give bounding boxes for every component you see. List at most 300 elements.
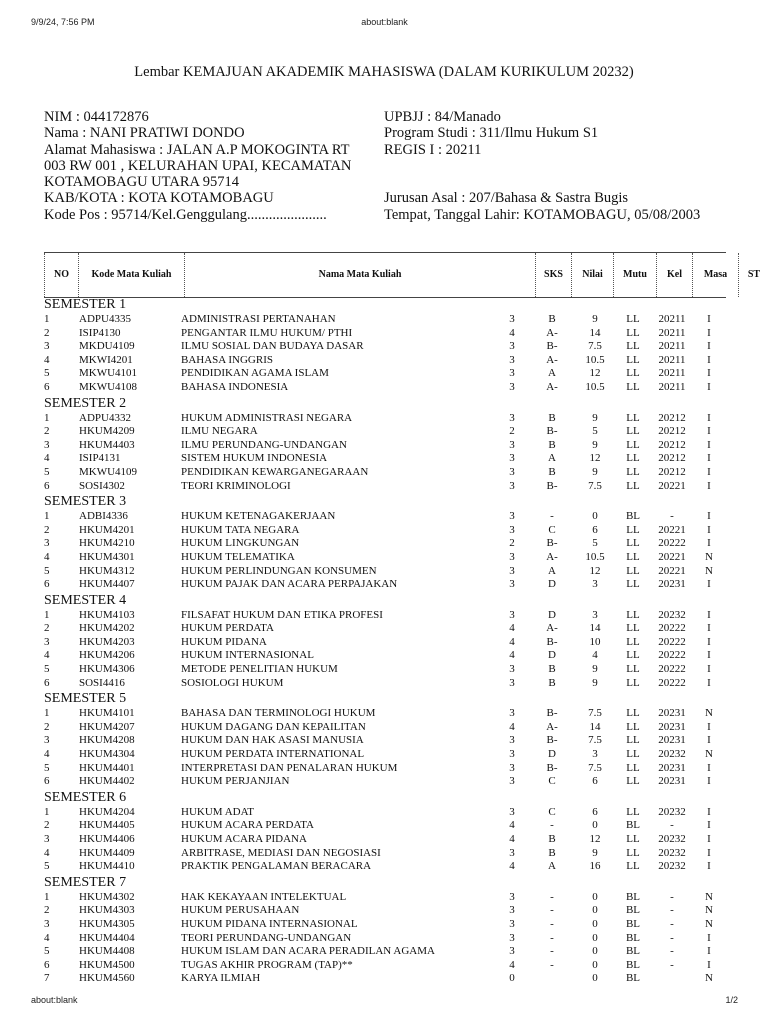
masa: 20222 bbox=[658, 622, 686, 635]
status: I bbox=[707, 635, 711, 648]
table-row bbox=[0, 833, 768, 847]
nilai: B bbox=[548, 465, 556, 478]
row-no: 4 bbox=[44, 550, 50, 563]
row-no: 6 bbox=[44, 775, 50, 788]
sks: 3 bbox=[509, 578, 515, 591]
status: I bbox=[707, 340, 711, 353]
mutu: 12 bbox=[589, 833, 601, 845]
masa: 20212 bbox=[658, 425, 686, 438]
mutu: 10 bbox=[589, 635, 601, 648]
sks: 3 bbox=[509, 734, 515, 747]
mutu: 9 bbox=[592, 663, 598, 676]
table-row bbox=[0, 578, 768, 592]
course-name: HUKUM PERLINDUNGAN KONSUMEN bbox=[181, 564, 377, 577]
course-code: HKUM4407 bbox=[79, 578, 135, 591]
table-row bbox=[0, 904, 768, 918]
course-code: HKUM4203 bbox=[79, 635, 135, 648]
nilai: A bbox=[548, 860, 556, 873]
row-no: 3 bbox=[44, 635, 50, 648]
row-no: 5 bbox=[44, 860, 50, 873]
sks: 3 bbox=[509, 676, 515, 689]
row-no: 4 bbox=[44, 748, 50, 761]
nilai: B- bbox=[546, 734, 558, 747]
table-row bbox=[0, 959, 768, 973]
status: I bbox=[707, 353, 711, 366]
kab-kota: KAB/KOTA : KOTA KOTAMOBAGU bbox=[44, 190, 274, 207]
table-row bbox=[0, 721, 768, 735]
mutu: 6 bbox=[592, 805, 598, 818]
status: I bbox=[707, 411, 711, 424]
row-no: 1 bbox=[44, 890, 50, 903]
course-code: HKUM4401 bbox=[79, 761, 135, 774]
masa: 20232 bbox=[658, 833, 686, 845]
course-name: KARYA ILMIAH bbox=[181, 972, 261, 985]
nilai: A bbox=[548, 452, 556, 465]
mutu: 3 bbox=[592, 748, 598, 761]
masa: 20212 bbox=[658, 411, 686, 424]
masa: 20232 bbox=[658, 748, 686, 761]
kel: BL bbox=[625, 945, 641, 958]
table-row bbox=[0, 565, 768, 579]
mutu: 0 bbox=[592, 890, 598, 903]
course-name: HUKUM PIDANA bbox=[181, 635, 267, 648]
table-row bbox=[0, 340, 768, 354]
masa: 20231 bbox=[658, 775, 686, 788]
kel: LL bbox=[626, 833, 640, 845]
masa: 20222 bbox=[658, 676, 686, 689]
masa: 20211 bbox=[658, 367, 686, 380]
course-name: BAHASA INGGRIS bbox=[181, 353, 273, 366]
course-name: HUKUM PAJAK DAN ACARA PERPAJAKAN bbox=[181, 578, 398, 591]
kel: LL bbox=[626, 537, 640, 550]
kel: LL bbox=[626, 748, 640, 761]
kel: LL bbox=[626, 649, 640, 662]
masa: 20222 bbox=[658, 649, 686, 662]
masa: 20232 bbox=[658, 805, 686, 818]
row-no: 7 bbox=[44, 972, 50, 985]
nilai: - bbox=[550, 890, 554, 903]
nilai: A- bbox=[546, 380, 558, 393]
course-name: ILMU NEGARA bbox=[181, 425, 258, 438]
masa: 20231 bbox=[658, 761, 686, 774]
sks: 3 bbox=[509, 452, 515, 465]
course-code: ADPU4332 bbox=[79, 411, 131, 424]
row-no: 4 bbox=[44, 649, 50, 662]
course-code: HKUM4405 bbox=[79, 819, 135, 832]
sks: 3 bbox=[509, 479, 515, 492]
masa: 20212 bbox=[658, 438, 686, 451]
status: N bbox=[705, 904, 713, 917]
kel: LL bbox=[626, 734, 640, 747]
course-code: ISIP4131 bbox=[79, 452, 121, 465]
masa: 20232 bbox=[658, 860, 686, 873]
nilai: D bbox=[548, 608, 556, 621]
table-row bbox=[0, 524, 768, 538]
course-code: ADBI4336 bbox=[79, 510, 128, 523]
status: I bbox=[707, 761, 711, 774]
address-line-2: 003 RW 001 , KELURAHAN UPAI, KECAMATAN bbox=[44, 157, 352, 174]
sks: 3 bbox=[509, 465, 515, 478]
nilai: B bbox=[548, 833, 556, 845]
sks: 3 bbox=[509, 340, 515, 353]
course-name: HUKUM PIDANA INTERNASIONAL bbox=[181, 917, 358, 930]
mutu: 9 bbox=[592, 465, 598, 478]
course-name: HAK KEKAYAAN INTELEKTUAL bbox=[181, 890, 347, 903]
course-code: MKWU4101 bbox=[79, 367, 138, 380]
status: I bbox=[707, 846, 711, 859]
kel: LL bbox=[626, 479, 640, 492]
sks: 4 bbox=[509, 958, 515, 971]
nilai: - bbox=[550, 958, 554, 971]
table-row bbox=[0, 972, 768, 986]
status: I bbox=[707, 860, 711, 873]
kel: BL bbox=[625, 917, 641, 930]
kel: BL bbox=[625, 958, 641, 971]
row-no: 1 bbox=[44, 608, 50, 621]
kel: LL bbox=[626, 860, 640, 873]
row-no: 2 bbox=[44, 326, 50, 339]
course-code: HKUM4210 bbox=[79, 537, 135, 550]
semester-label: SEMESTER 4 bbox=[44, 592, 127, 608]
header-sks: SKS bbox=[535, 253, 571, 297]
course-code: HKUM4312 bbox=[79, 564, 135, 577]
kel: LL bbox=[626, 663, 640, 676]
kel: BL bbox=[625, 972, 641, 985]
status: I bbox=[707, 931, 711, 944]
nilai: B bbox=[548, 676, 556, 689]
status: I bbox=[707, 367, 711, 380]
course-name: ARBITRASE, MEDIASI DAN NEGOSIASI bbox=[181, 846, 381, 859]
course-code: HKUM4560 bbox=[79, 972, 135, 985]
masa: 20221 bbox=[658, 523, 686, 536]
mutu: 12 bbox=[589, 452, 601, 465]
row-no: 3 bbox=[44, 833, 50, 845]
table-row bbox=[0, 466, 768, 480]
status: I bbox=[707, 805, 711, 818]
row-no: 1 bbox=[44, 411, 50, 424]
row-no: 3 bbox=[44, 917, 50, 930]
masa: - bbox=[670, 890, 674, 903]
course-name: INTERPRETASI DAN PENALARAN HUKUM bbox=[181, 761, 398, 774]
header-no: NO bbox=[44, 253, 78, 297]
nilai: B- bbox=[546, 340, 558, 353]
sks: 3 bbox=[509, 411, 515, 424]
kel: LL bbox=[626, 608, 640, 621]
course-name: PENDIDIKAN KEWARGANEGARAAN bbox=[181, 465, 369, 478]
header-masa: Masa bbox=[692, 253, 738, 297]
table-row bbox=[0, 762, 768, 776]
status: N bbox=[705, 748, 713, 761]
nilai: B bbox=[548, 663, 556, 676]
table-row bbox=[0, 412, 768, 426]
course-name: HUKUM PERUSAHAAN bbox=[181, 904, 300, 917]
row-no: 2 bbox=[44, 904, 50, 917]
print-footer bbox=[31, 995, 738, 1009]
course-code: SOSI4416 bbox=[79, 676, 125, 689]
status: I bbox=[707, 819, 711, 832]
nilai: B bbox=[548, 411, 556, 424]
table-row bbox=[0, 775, 768, 789]
row-no: 6 bbox=[44, 578, 50, 591]
mutu: 0 bbox=[592, 819, 598, 832]
table-row bbox=[0, 847, 768, 861]
nilai: B bbox=[548, 846, 556, 859]
status: I bbox=[707, 958, 711, 971]
upbjj: UPBJJ : 84/Manado bbox=[384, 109, 501, 125]
header-nilai: Nilai bbox=[571, 253, 613, 297]
row-no: 6 bbox=[44, 479, 50, 492]
course-code: HKUM4404 bbox=[79, 931, 135, 944]
course-name: HUKUM DAGANG DAN KEPAILITAN bbox=[181, 720, 366, 733]
sks: 3 bbox=[509, 761, 515, 774]
nilai: D bbox=[548, 748, 556, 761]
masa: - bbox=[670, 917, 674, 930]
row-no: 6 bbox=[44, 676, 50, 689]
kel: LL bbox=[626, 805, 640, 818]
row-no: 4 bbox=[44, 846, 50, 859]
print-datetime: 9/9/24, 7:56 PM bbox=[31, 17, 95, 27]
sks: 3 bbox=[509, 380, 515, 393]
course-name: HUKUM TELEMATIKA bbox=[181, 550, 295, 563]
course-code: HKUM4103 bbox=[79, 608, 135, 621]
masa: 20221 bbox=[658, 564, 686, 577]
mutu: 12 bbox=[589, 367, 601, 380]
nilai: B bbox=[548, 313, 556, 325]
sks: 3 bbox=[509, 564, 515, 577]
kel: LL bbox=[626, 340, 640, 353]
mutu: 3 bbox=[592, 608, 598, 621]
row-no: 2 bbox=[44, 425, 50, 438]
mutu: 14 bbox=[589, 622, 601, 635]
sks: 3 bbox=[509, 917, 515, 930]
row-no: 4 bbox=[44, 931, 50, 944]
sks: 4 bbox=[509, 720, 515, 733]
kel: BL bbox=[625, 904, 641, 917]
nilai: B bbox=[548, 438, 556, 451]
status: I bbox=[707, 326, 711, 339]
row-no: 1 bbox=[44, 805, 50, 818]
mutu: 10.5 bbox=[585, 550, 605, 563]
course-code: HKUM4402 bbox=[79, 775, 135, 788]
course-name: ILMU SOSIAL DAN BUDAYA DASAR bbox=[181, 340, 364, 353]
kel: LL bbox=[626, 353, 640, 366]
nilai: A bbox=[548, 367, 556, 380]
kel: LL bbox=[626, 367, 640, 380]
status: I bbox=[707, 465, 711, 478]
table-row bbox=[0, 649, 768, 663]
kel: LL bbox=[626, 578, 640, 591]
course-code: HKUM4406 bbox=[79, 833, 135, 845]
table-row bbox=[0, 663, 768, 677]
kel: LL bbox=[626, 380, 640, 393]
nilai: B- bbox=[546, 707, 558, 720]
kel: LL bbox=[626, 452, 640, 465]
sks: 3 bbox=[509, 846, 515, 859]
kel: LL bbox=[626, 411, 640, 424]
status: N bbox=[705, 972, 713, 985]
course-code: HKUM4303 bbox=[79, 904, 135, 917]
kel: LL bbox=[626, 326, 640, 339]
sks: 3 bbox=[509, 890, 515, 903]
jurusan-asal: Jurusan Asal : 207/Bahasa & Sastra Bugis bbox=[384, 190, 629, 207]
row-no: 5 bbox=[44, 945, 50, 958]
nilai: A- bbox=[546, 622, 558, 635]
course-code: ADPU4335 bbox=[79, 313, 131, 325]
sks: 3 bbox=[509, 510, 515, 523]
masa: - bbox=[670, 904, 674, 917]
print-header bbox=[31, 17, 738, 31]
course-code: HKUM4403 bbox=[79, 438, 135, 451]
nilai: - bbox=[550, 510, 554, 523]
mutu: 9 bbox=[592, 313, 598, 325]
kel: BL bbox=[625, 819, 641, 832]
kel: LL bbox=[626, 313, 640, 325]
course-code: HKUM4305 bbox=[79, 917, 135, 930]
row-no: 3 bbox=[44, 340, 50, 353]
course-name: BAHASA DAN TERMINOLOGI HUKUM bbox=[181, 707, 376, 720]
nilai: - bbox=[550, 945, 554, 958]
mutu: 5 bbox=[592, 537, 598, 550]
nilai: C bbox=[548, 523, 556, 536]
status: I bbox=[707, 313, 711, 325]
course-code: HKUM4204 bbox=[79, 805, 135, 818]
course-name: PENGANTAR ILMU HUKUM/ PTHI bbox=[181, 326, 353, 339]
course-code: HKUM4206 bbox=[79, 649, 135, 662]
mutu: 10.5 bbox=[585, 380, 605, 393]
mutu: 0 bbox=[592, 510, 598, 523]
nilai: A- bbox=[546, 550, 558, 563]
table-row bbox=[0, 609, 768, 623]
sks: 3 bbox=[509, 904, 515, 917]
table-row bbox=[0, 381, 768, 395]
mutu: 16 bbox=[589, 860, 601, 873]
address-line-3: KOTAMOBAGU UTARA 95714 bbox=[44, 174, 240, 191]
mutu: 3 bbox=[592, 578, 598, 591]
course-name: HUKUM INTERNASIONAL bbox=[181, 649, 314, 662]
kel: LL bbox=[626, 676, 640, 689]
row-no: 3 bbox=[44, 438, 50, 451]
kode-pos: Kode Pos : 95714/Kel.Genggulang...................... bbox=[44, 206, 327, 223]
row-no: 1 bbox=[44, 510, 50, 523]
status: I bbox=[707, 479, 711, 492]
masa: 20231 bbox=[658, 720, 686, 733]
nilai: A- bbox=[546, 353, 558, 366]
sks: 3 bbox=[509, 523, 515, 536]
masa: 20212 bbox=[658, 452, 686, 465]
course-name: FILSAFAT HUKUM DAN ETIKA PROFESI bbox=[181, 608, 383, 621]
kel: LL bbox=[626, 635, 640, 648]
course-table-body bbox=[0, 296, 768, 986]
masa: - bbox=[670, 819, 674, 832]
row-no: 3 bbox=[44, 537, 50, 550]
status: I bbox=[707, 523, 711, 536]
status: I bbox=[707, 425, 711, 438]
kel: LL bbox=[626, 564, 640, 577]
header-st: ST bbox=[738, 253, 768, 297]
sks: 3 bbox=[509, 775, 515, 788]
course-name: SISTEM HUKUM INDONESIA bbox=[181, 452, 328, 465]
mutu: 7.5 bbox=[588, 340, 602, 353]
course-name: TEORI KRIMINOLOGI bbox=[181, 479, 291, 492]
course-code: HKUM4409 bbox=[79, 846, 135, 859]
masa: 20212 bbox=[658, 465, 686, 478]
sks: 4 bbox=[509, 622, 515, 635]
kel: LL bbox=[626, 775, 640, 788]
kel: BL bbox=[625, 510, 641, 523]
sks: 3 bbox=[509, 945, 515, 958]
masa: 20211 bbox=[658, 340, 686, 353]
kel: BL bbox=[625, 890, 641, 903]
mutu: 14 bbox=[589, 326, 601, 339]
row-no: 2 bbox=[44, 622, 50, 635]
status: N bbox=[705, 890, 713, 903]
sks: 2 bbox=[509, 425, 515, 438]
course-name: PRAKTIK PENGALAMAN BERACARA bbox=[181, 860, 372, 873]
sks: 3 bbox=[509, 438, 515, 451]
masa: - bbox=[670, 945, 674, 958]
nilai: - bbox=[550, 904, 554, 917]
row-no: 6 bbox=[44, 380, 50, 393]
mutu: 0 bbox=[592, 904, 598, 917]
student-name: Nama : NANI PRATIWI DONDO bbox=[44, 125, 245, 142]
nilai: - bbox=[550, 931, 554, 944]
masa: 20231 bbox=[658, 707, 686, 720]
kel: LL bbox=[626, 523, 640, 536]
semester-label: SEMESTER 5 bbox=[44, 691, 127, 707]
sks: 3 bbox=[509, 367, 515, 380]
masa: - bbox=[670, 931, 674, 944]
table-row bbox=[0, 819, 768, 833]
status: I bbox=[707, 452, 711, 465]
mutu: 5 bbox=[592, 425, 598, 438]
table-row bbox=[0, 891, 768, 905]
course-name: ADMINISTRASI PERTANAHAN bbox=[181, 313, 336, 325]
kel: LL bbox=[626, 761, 640, 774]
table-row bbox=[0, 327, 768, 341]
mutu: 9 bbox=[592, 846, 598, 859]
sks: 4 bbox=[509, 649, 515, 662]
course-name: SOSIOLOGI HUKUM bbox=[181, 676, 284, 689]
course-name: HUKUM TATA NEGARA bbox=[181, 523, 300, 536]
mutu: 7.5 bbox=[588, 707, 602, 720]
masa: 20232 bbox=[658, 846, 686, 859]
table-row bbox=[0, 918, 768, 932]
kel: LL bbox=[626, 720, 640, 733]
table-row bbox=[0, 636, 768, 650]
status: N bbox=[705, 707, 713, 720]
mutu: 9 bbox=[592, 438, 598, 451]
course-name: HUKUM ACARA PIDANA bbox=[181, 833, 307, 845]
course-code: MKWU4109 bbox=[79, 465, 138, 478]
nilai: C bbox=[548, 775, 556, 788]
status: I bbox=[707, 438, 711, 451]
row-no: 4 bbox=[44, 353, 50, 366]
row-no: 4 bbox=[44, 452, 50, 465]
header-nama: Nama Mata Kuliah bbox=[184, 253, 535, 297]
row-no: 1 bbox=[44, 313, 50, 325]
sks: 3 bbox=[509, 550, 515, 563]
course-name: BAHASA INDONESIA bbox=[181, 380, 289, 393]
table-row bbox=[0, 439, 768, 453]
masa: 20232 bbox=[658, 608, 686, 621]
masa: 20222 bbox=[658, 635, 686, 648]
course-name: HUKUM PERDATA bbox=[181, 622, 274, 635]
status: N bbox=[705, 550, 713, 563]
header-mutu: Mutu bbox=[613, 253, 656, 297]
table-row bbox=[0, 313, 768, 327]
status: I bbox=[707, 676, 711, 689]
semester-label: SEMESTER 3 bbox=[44, 494, 127, 510]
